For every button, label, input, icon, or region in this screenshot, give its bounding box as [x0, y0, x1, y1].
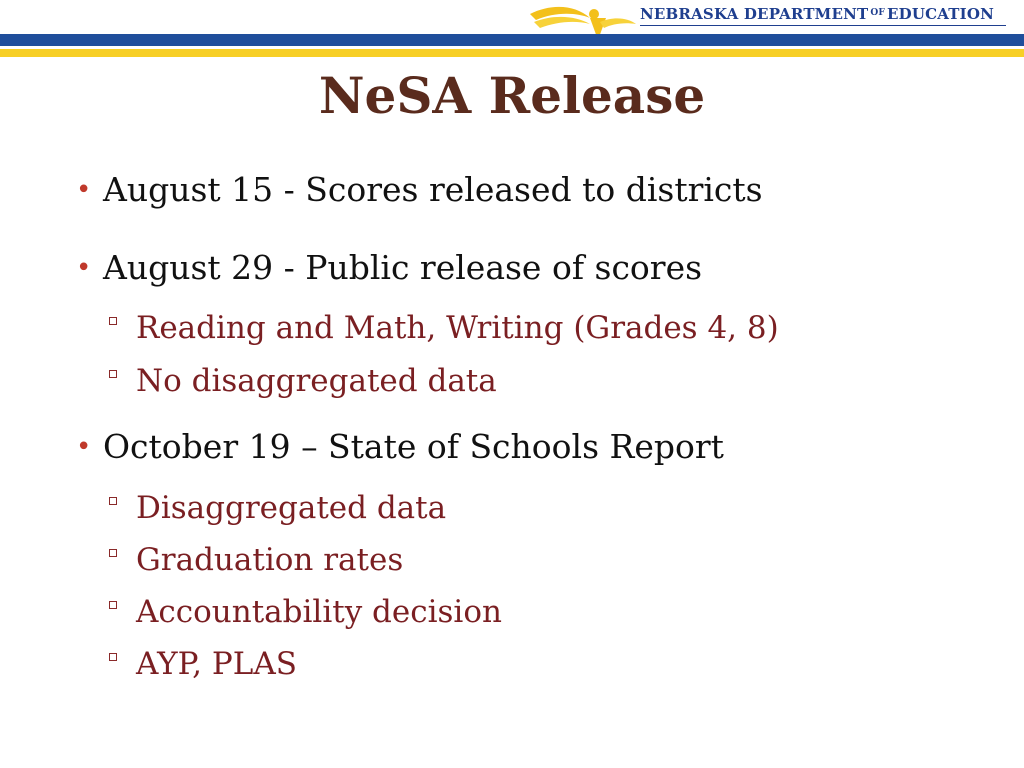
sub-bullet-text: Reading and Math, Writing (Grades 4, 8)	[136, 310, 779, 346]
bullet-text: August 15 - Scores released to districts	[103, 170, 763, 209]
square-bullet-icon	[109, 317, 117, 325]
square-bullet-icon	[109, 653, 117, 661]
sub-bullet-item	[136, 593, 502, 631]
bullet-text: August 29 - Public release of scores	[103, 248, 703, 287]
sub-bullet-text: AYP, PLAS	[136, 646, 297, 682]
sub-bullet-text: Accountability decision	[136, 594, 502, 630]
sub-bullet-item	[136, 645, 297, 683]
bullet-item	[76, 248, 703, 288]
bullet-dot-icon: •	[76, 253, 92, 283]
sub-bullet-text: Disaggregated data	[136, 490, 447, 526]
sub-bullet-item	[136, 541, 403, 579]
square-bullet-icon	[109, 497, 117, 505]
bullet-dot-icon: •	[76, 432, 92, 462]
bullet-dot-icon: •	[76, 175, 92, 205]
bullet-item	[76, 427, 724, 467]
square-bullet-icon	[109, 370, 117, 378]
sub-bullet-text: No disaggregated data	[136, 363, 497, 399]
sub-bullet-text: Graduation rates	[136, 542, 404, 578]
bullet-text: October 19 – State of Schools Report	[103, 427, 724, 466]
bullet-item	[76, 170, 763, 210]
square-bullet-icon	[109, 549, 117, 557]
sub-bullet-item	[136, 362, 497, 400]
header-band-gold	[0, 49, 1024, 57]
sub-bullet-item	[136, 309, 779, 347]
org-name-pre: NEBRASKA DEPARTMENT	[640, 5, 869, 23]
org-name	[640, 5, 994, 23]
org-name-of: OF	[870, 8, 886, 18]
square-bullet-icon	[109, 601, 117, 609]
org-name-underline	[640, 25, 1006, 26]
header-band-blue	[0, 34, 1024, 46]
slide-title: NeSA Release	[318, 66, 706, 125]
sub-bullet-item	[136, 489, 446, 527]
org-name-post: EDUCATION	[887, 5, 995, 23]
